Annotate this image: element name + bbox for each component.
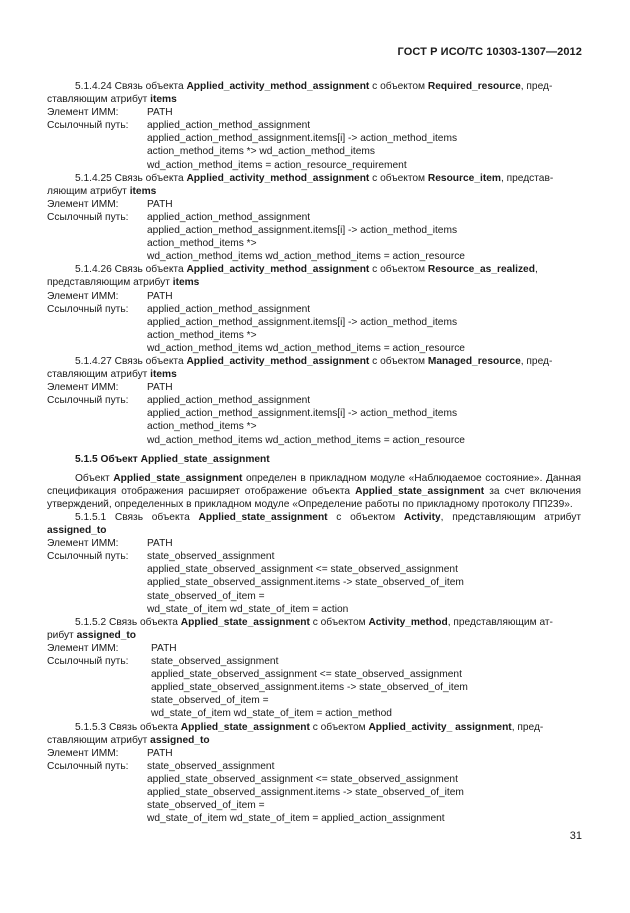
section-heading-line: ставляющим атрибут items (47, 369, 177, 381)
ref-path-line: action_method_items *> (147, 421, 257, 433)
ref-path-row: Ссылочный путь: applied_action_method_assignment (47, 303, 311, 315)
ref-path-line: applied_state_observed_assignment <= state_observed_assignment (151, 669, 462, 681)
section-heading-line: 5.1.4.27 Связь объекта Applied_activity_method_assignment с объектом Managed_resource, пред- (75, 355, 553, 367)
subsection-heading: 5.1.5 Объект Applied_state_assignment (75, 453, 270, 465)
ref-path-row: Ссылочный путь: applied_action_method_assignment (47, 395, 311, 407)
section-heading-line: 5.1.4.24 Связь объекта Applied_activity_method_assignment с объектом Required_resource, пред- (75, 81, 553, 92)
document-body (47, 80, 581, 825)
ref-path-line: wd_action_method_items = action_resource_requirement (147, 159, 407, 171)
ref-path-line: applied_state_observed_assignment.items -> state_observed_of_item (147, 786, 464, 798)
intro-paragraph: Объект Applied_state_assignment определен в прикладном модуле «Наблюдаемое состояние». Данная спецификация отображения расширяет отображение объекта Applied_state_assignment за счет включения утверждений, определенных в прикладном модуле «Определение работы по прикладному протоколу ПП239». (47, 472, 582, 510)
ref-path-line: applied_action_method_assignment.items[i] -> action_method_items (147, 225, 458, 237)
document-header: ГОСТ Р ИСО/ТС 10303-1307—2012 (397, 46, 582, 58)
ref-path-line: applied_state_observed_assignment.items -> state_observed_of_item (147, 577, 464, 589)
element-row: Элемент ИММ: PATH (47, 538, 173, 550)
section-heading-line: представляющим атрибут items (47, 277, 200, 289)
ref-path-line: state_observed_of_item = (151, 695, 269, 707)
ref-path-line: action_method_items *> (147, 329, 257, 341)
section-heading-line: 5.1.4.26 Связь объекта Applied_activity_method_assignment с объектом Resource_as_realized, (75, 264, 538, 276)
section-heading-line: рибут assigned_to (47, 629, 137, 641)
ref-path-line: wd_state_of_item wd_state_of_item = applied_action_assignment (147, 813, 445, 825)
ref-path-row: Ссылочный путь: state_observed_assignment (47, 656, 279, 668)
ref-path-row: Ссылочный путь: state_observed_assignment (47, 760, 275, 772)
ref-path-row: Ссылочный путь: state_observed_assignment (47, 551, 275, 563)
section-5-1-5-2 (47, 616, 581, 721)
section-5-1-4-26 (47, 263, 581, 355)
ref-path-line: wd_action_method_items wd_action_method_items = action_resource (147, 434, 465, 446)
section-5-1-5-1 (47, 511, 581, 616)
ref-path-line: wd_action_method_items wd_action_method_items = action_resource (147, 251, 465, 263)
ref-path-line: applied_action_method_assignment.items[i] -> action_method_items (147, 316, 458, 328)
section-heading-line: ставляющим атрибут items (47, 94, 177, 106)
element-row: Элемент ИММ: PATH (47, 642, 177, 654)
section-heading-line: 5.1.5.1 Связь объекта Applied_state_assignment с объектом Activity, представляющим атрибут (75, 512, 582, 523)
ref-path-line: wd_action_method_items wd_action_method_items = action_resource (147, 342, 465, 354)
ref-path-line: applied_state_observed_assignment.items -> state_observed_of_item (151, 682, 468, 694)
section-heading-line: 5.1.5.3 Связь объекта Applied_state_assignment с объектом Applied_activity_ assignment, пред- (75, 721, 544, 733)
section-heading-line: ляющим атрибут items (47, 185, 157, 197)
section-heading-line: assigned_to (47, 525, 107, 537)
section-heading-line: 5.1.5.2 Связь объекта Applied_state_assignment с объектом Activity_method, представляющим ат- (75, 616, 553, 628)
section-5-1-4-27 (47, 355, 581, 447)
ref-path-line: wd_state_of_item wd_state_of_item = action_method (151, 708, 392, 720)
ref-path-line: applied_state_observed_assignment <= state_observed_assignment (147, 773, 458, 785)
element-row: Элемент ИММ: PATH (47, 107, 173, 119)
ref-path-line: action_method_items *> wd_action_method_items (147, 146, 375, 158)
ref-path-line: applied_state_observed_assignment <= state_observed_assignment (147, 564, 458, 576)
ref-path-line: state_observed_of_item = (147, 590, 265, 602)
section-5-1-4-24 (47, 80, 581, 172)
ref-path-line: wd_state_of_item wd_state_of_item = action (147, 603, 349, 615)
ref-path-line: state_observed_of_item = (147, 800, 265, 812)
element-row: Элемент ИММ: PATH (47, 198, 173, 210)
ref-path-line: action_method_items *> (147, 238, 257, 250)
element-row: Элемент ИММ: PATH (47, 382, 173, 394)
section-5-1-4-25 (47, 172, 581, 264)
ref-path-row: Ссылочный путь: applied_action_method_assignment (47, 211, 311, 223)
ref-path-line: applied_action_method_assignment.items[i] -> action_method_items (147, 408, 458, 420)
ref-path-line: applied_action_method_assignment.items[i] -> action_method_items (147, 133, 458, 145)
section-heading-line: ставляющим атрибут assigned_to (47, 734, 210, 746)
section-heading-line: 5.1.4.25 Связь объекта Applied_activity_method_assignment с объектом Resource_item, представ- (75, 172, 554, 184)
element-row: Элемент ИММ: PATH (47, 290, 173, 302)
section-5-1-5-3 (47, 721, 581, 826)
ref-path-row: Ссылочный путь: applied_action_method_assignment (47, 120, 311, 132)
element-row: Элемент ИММ: PATH (47, 747, 173, 759)
page-number: 31 (569, 830, 582, 842)
